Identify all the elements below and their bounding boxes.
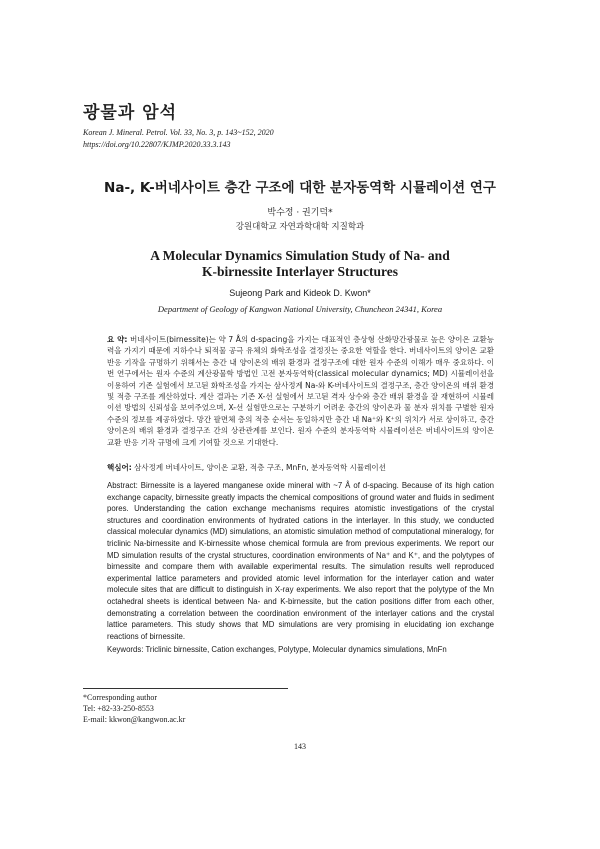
english-keywords-label: Keywords:	[107, 645, 144, 654]
english-title	[0, 248, 600, 280]
footnote-email: E-mail: kkwon@kangwon.ac.kr	[83, 715, 186, 724]
english-affiliation: Department of Geology of Kangwon National University, Chuncheon 24341, Korea	[157, 304, 443, 314]
footnote	[83, 692, 185, 725]
footnote-tel: Tel: +82-33-250-8553	[83, 704, 154, 713]
journal-name: 광물과 암석	[83, 103, 178, 123]
english-abstract-label: Abstract:	[107, 481, 138, 490]
journal-citation-block	[83, 127, 274, 151]
korean-abstract	[107, 334, 494, 448]
english-keywords-text: Triclinic birnessite, Cation exchanges, Polytype, Molecular dynamics simulations, MnFn	[145, 645, 447, 654]
korean-authors: 박수정 · 권기덕*	[267, 208, 333, 218]
footnote-divider	[83, 688, 288, 689]
korean-keywords	[107, 462, 494, 473]
page-number: 143	[294, 742, 306, 751]
english-keywords	[107, 645, 494, 654]
english-abstract	[107, 480, 494, 642]
doi-link[interactable]: https://doi.org/10.22807/KJMP.2020.33.3.143	[83, 140, 231, 149]
journal-citation: Korean J. Mineral. Petrol. Vol. 33, No. 3, p. 143~152, 2020	[83, 128, 274, 137]
korean-abstract-label: 요 약:	[107, 335, 128, 344]
korean-keywords-text: 삼사정계 버네사이트, 양이온 교환, 적층 구조, MnFn, 분자동역학 시뮬레이션	[134, 463, 386, 472]
korean-keywords-label: 핵심어:	[107, 463, 132, 472]
english-title-line1: A Molecular Dynamics Simulation Study of Na- and	[150, 248, 450, 263]
english-title-line2: K-birnessite Interlayer Structures	[202, 264, 398, 279]
korean-abstract-text: 버네사이트(birnessite)는 약 7 Å의 d-spacing을 가지는 대표적인 층상형 산화망간광물로 높은 양이온 교환능력을 가지기 때문에 지하수나 퇴적물 공극 유체의 화학조성을 결정짓는 중요한 역할을 한다. 버네사이트의 양이온 교환 반응 기작을 규명하기 위해서는 층간 내 양이온의 배위 환경과 결정구조에 대한 원자 수준의 이해가 매우 중요하다. 이번 연구에서는 원자 수준의 계산광물학 방법인 고전 분자동역학(classical molecular dynamics; MD) 시뮬레이션을 이용하여 기존 실험에서 보고된 화학조성을 가지는 삼사정계 Na-와 K-버네사이트의 결정구조, 층간 양이온의 배위 환경 및 적층 구조를 계산하였다. 계산 결과는 기존 X-선 실험에서 보고된 격자 상수와 층간 배위 환경을 잘 재현하여 시뮬레이션 방법의 신뢰성을 보여주었으며, X-선 실험만으로는 구분하기 어려운 층간의 양이온과 물 분자 위치를 구별한 원자 수준의 정보를 제공하였다. 망간 팔면체 층의 적층 순서는 동일하지만 층간 내 Na⁺와 K⁺의 위치가 서로 상이하고, 층간 양이온의 배위 환경과 결정구조 간의 상관관계를 보인다. 원자 수준의 분자동역학 시뮬레이션은 버네사이트의 양이온 교환 반응 기작 규명에 크게 기여할 것으로 기대한다.	[107, 335, 494, 447]
korean-affiliation: 강원대학교 자연과학대학 지질학과	[235, 222, 365, 232]
english-abstract-text: Birnessite is a layered manganese oxide mineral with ~7 Å of d-spacing. Because of its high cation exchange capacity, birnessite greatly impacts the chemical compositions of ground water and fluids in sediment pores. Understanding the cation exchange mechanisms requires atomistic investigations of the crystal structures and coordination environments of hydrated cations in the interlayer. In this study, we conducted classical molecular dynamics (MD) simulations, an atomistic simulation method of computational mineralogy, for triclinic Na-birnessite and K-birnessite whose chemical formula are from previous experiments. We report our MD simulation results of the crystal structures, coordination environments of Na⁺ and K⁺, and the polytypes of birnessite and compare them with available experimental results. The simulation results well reproduced experimental lattice parameters and provided atomic level information for the interlayer cation and water molecule sites that are difficult to distinguish in X-ray experiments. We also report that the polytype of the Mn octahedral sheets is identical between Na- and K-birnessite, but the cation positions differ from each other, demonstrating a correlation between the coordination environment of the interlayer cations and the crystal lattice parameters. This study shows that MD simulations are very promising in elucidating ion exchange reactions of birnessite.	[107, 481, 494, 641]
footnote-corresponding: *Corresponding author	[83, 693, 157, 702]
english-authors: Sujeong Park and Kideok D. Kwon*	[229, 288, 371, 298]
korean-title: Na-, K-버네사이트 층간 구조에 대한 분자동역학 시뮬레이션 연구	[104, 180, 496, 196]
